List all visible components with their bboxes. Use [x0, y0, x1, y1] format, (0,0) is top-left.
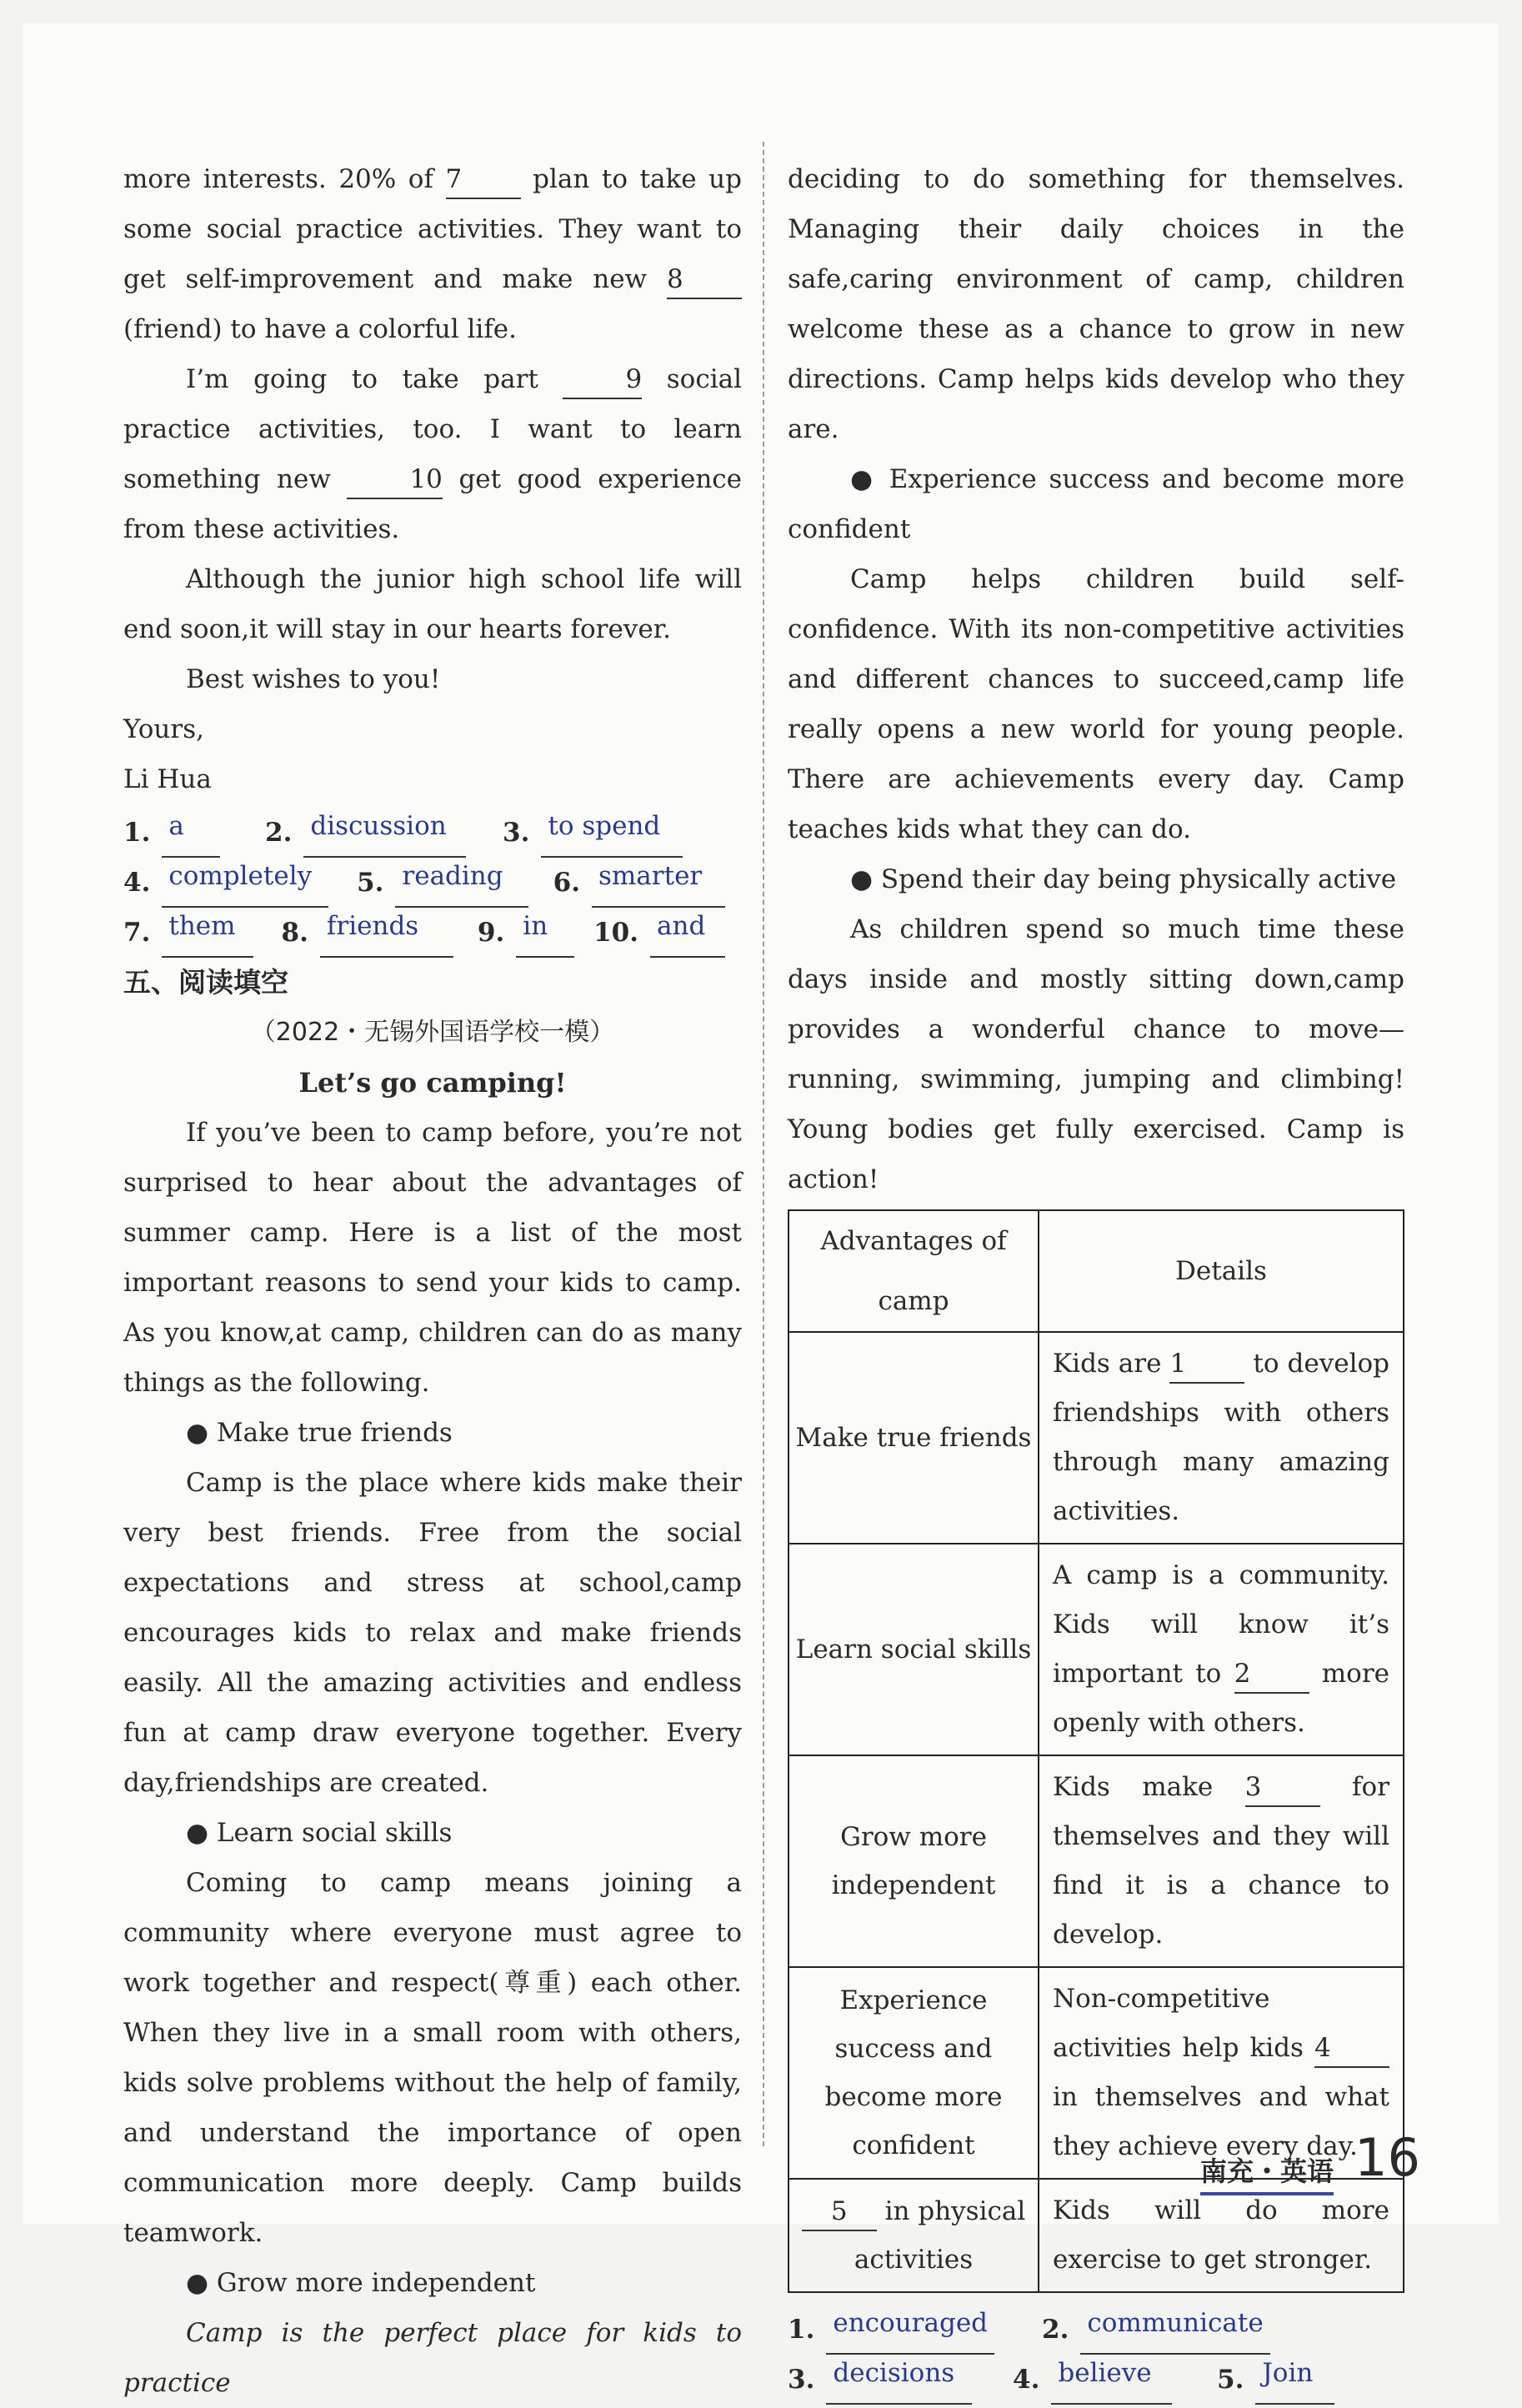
page-number: 16: [1354, 2127, 1420, 2188]
blank-10: 10: [347, 461, 442, 499]
table-blank-2: 2: [1234, 1655, 1309, 1694]
summary-table: [788, 1209, 1404, 2293]
answer-row: [788, 2305, 1404, 2355]
passage-continued: deciding to do something for themselves. Managing their daily choices in the safe,caring environment of camp, children welcome these as a chance to grow in new directions. Camp helps kids develop who they are.: [788, 164, 1404, 444]
bullet-paragraph: Camp helps children build self-confidence. With its non-competitive activities and different chances to succeed,camp life really opens a new world for young people. There are achievements every day. Camp teaches kids what they can do.: [788, 564, 1404, 844]
table-cell-details: Kids make 3 for themselves and they will find it is a chance to develop.: [1039, 1755, 1404, 1967]
answer-item: 2. discussion: [265, 808, 486, 858]
letter-paragraph-4: Best wishes to you!: [186, 664, 441, 694]
blank-7: 7: [446, 161, 521, 199]
right-column: [788, 154, 1404, 2405]
table-cell-advantage: Learn social skills: [789, 1544, 1039, 1755]
letter-signature: Li Hua: [123, 764, 212, 794]
bullet-paragraph: Coming to camp means joining a community where everyone must agree to work together and respect(尊重) each other. When they live in a small room with others, kids solve problems without the help of family, and understand the importance of open communication more deeply. Camp builds teamwork.: [123, 1868, 742, 2248]
table-blank-1: 1: [1169, 1345, 1244, 1384]
answer-row: [788, 2355, 1404, 2405]
answer-item: 8. friends: [282, 908, 461, 958]
answer-item: 3. to spend: [503, 808, 683, 858]
passage-intro: If you’ve been to camp before, you’re not surprised to hear about the advantages of summer camp. Here is a list of the most important reasons to send your kids to camp. As you know,at camp, children can do as many things as the following.: [123, 1118, 742, 1398]
letter-paragraph-1: more interests. 20% of 7 plan to take up some social practice activities. They want to get self-improvement and make new 8 (friend) to have a colorful life.: [123, 154, 742, 354]
bullet-heading: ● Spend their day being physically active: [850, 864, 1397, 894]
table-cell-details: A camp is a community. Kids will know it’s important to 2 more openly with others.: [1039, 1544, 1404, 1755]
section-heading: 五、阅读填空: [123, 966, 288, 999]
answer-row: [123, 808, 742, 858]
blank-9: 9: [563, 361, 642, 399]
answer-item: 1. a: [123, 808, 248, 858]
footer-underline: [1200, 2192, 1334, 2195]
answer-row: [123, 858, 742, 908]
table-row: [789, 1967, 1404, 2179]
table-row: [789, 1332, 1404, 1544]
bullet-paragraph: Camp is the perfect place for kids to practice: [123, 2318, 742, 2398]
answer-item: 4. believe: [1013, 2355, 1200, 2405]
table-blank-4: 4: [1314, 2030, 1389, 2068]
table-blank-5: 5: [802, 2193, 877, 2231]
table-blank-3: 3: [1245, 1769, 1320, 1807]
passage-title: Let’s go camping!: [298, 1067, 567, 1099]
answer-item: 5. Join: [1217, 2355, 1334, 2405]
table-header-advantages: Advantages of camp: [789, 1210, 1039, 1332]
answer-item: 3. decisions: [788, 2355, 996, 2405]
table-cell-details: Kids are 1 to develop friendships with others through many amazing activities.: [1039, 1332, 1404, 1544]
letter-paragraph-2: I’m going to take part 9 social practice activities, too. I want to learn something new 10 get good experience from these activities.: [123, 354, 742, 554]
answer-row: [123, 908, 742, 958]
footer-label: 南充・英语: [1200, 2155, 1334, 2187]
answer-item: 10. and: [593, 908, 725, 958]
table-cell-advantage: Grow more independent: [789, 1755, 1039, 1967]
table-cell-advantage: 5 in physical activities: [789, 2179, 1039, 2292]
answer-block-1: [123, 808, 742, 958]
table-row: [789, 1755, 1404, 1967]
table-cell-details: Non-competitive activities help kids 4 in themselves and what they achieve every day.: [1039, 1967, 1404, 2179]
answer-item: 7. them: [123, 908, 265, 958]
answer-item: 5. reading: [357, 858, 537, 908]
blank-8: 8: [667, 261, 742, 299]
bullet-heading: ● Learn social skills: [186, 1818, 453, 1848]
table-cell-details: Kids will do more exercise to get stronger.: [1039, 2179, 1404, 2292]
page-footer: [1200, 2127, 1420, 2189]
letter-closing: Yours,: [123, 714, 204, 744]
table-row: [789, 2179, 1404, 2292]
answer-block-2: [788, 2305, 1404, 2405]
bullet-paragraph: Camp is the place where kids make their very best friends. Free from the social expectations and stress at school,camp encourages kids to relax and make friends easily. All the amazing activities and endless fun at camp draw everyone together. Every day,friendships are created.: [123, 1468, 742, 1798]
bullet-heading: ● Grow more independent: [186, 2268, 536, 2298]
table-header-details: Details: [1039, 1210, 1404, 1332]
table-cell-advantage: Experience success and become more confident: [789, 1967, 1039, 2179]
letter-paragraph-3: Although the junior high school life will end soon,it will stay in our hearts forever.: [123, 564, 742, 644]
source-note: （2022・无锡外国语学校一模）: [250, 1018, 615, 1047]
bullet-heading: ● Make true friends: [186, 1418, 453, 1448]
column-divider: [763, 142, 764, 2146]
answer-item: 4. completely: [123, 858, 340, 908]
answer-item: 9. in: [478, 908, 577, 958]
table-row: [789, 1544, 1404, 1755]
answer-item: 6. smarter: [553, 858, 725, 908]
table-cell-advantage: Make true friends: [789, 1332, 1039, 1544]
bullet-paragraph: As children spend so much time these days inside and mostly sitting down,camp provides a wonderful chance to move—running, swimming, jumping and climbing! Young bodies get fully exercised. Camp is action!: [788, 914, 1404, 1194]
bullet-heading: ● Experience success and become more confident: [788, 464, 1404, 544]
answer-item: 2. communicate: [1042, 2305, 1270, 2355]
answer-item: 1. encouraged: [788, 2305, 1025, 2355]
table-header-row: [789, 1210, 1404, 1332]
left-column: [123, 154, 742, 2408]
